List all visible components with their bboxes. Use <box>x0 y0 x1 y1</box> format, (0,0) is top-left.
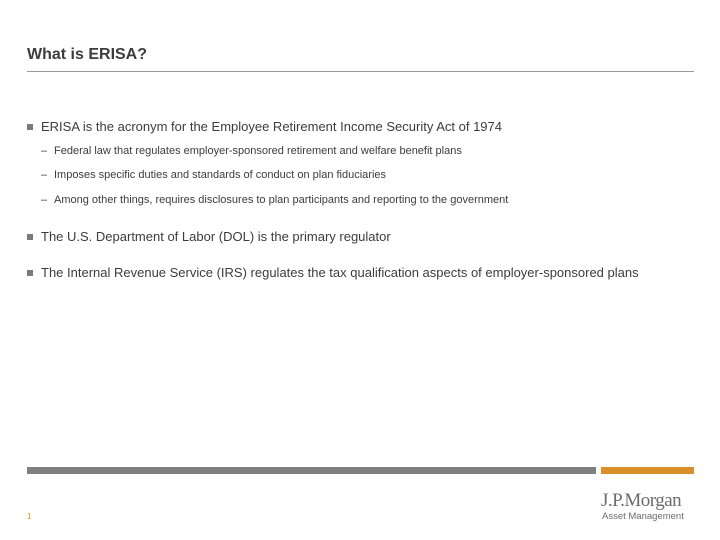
sub-item-text: Federal law that regulates employer-sponsored retirement and welfare benefit plans <box>54 145 462 157</box>
dash-marker: – <box>41 194 48 206</box>
sub-item-text: Among other things, requires disclosures to plan participants and reporting to the government <box>54 194 509 206</box>
sub-item-duties <box>41 169 386 181</box>
square-bullet-icon <box>27 270 33 276</box>
square-bullet-icon <box>27 124 33 130</box>
dash-marker: – <box>41 169 48 181</box>
bullet-text: The U.S. Department of Labor (DOL) is the primary regulator <box>41 229 391 244</box>
sub-item-federal-law <box>41 145 462 157</box>
bullet-item-erisa <box>27 119 502 134</box>
bullet-text: ERISA is the acronym for the Employee Retirement Income Security Act of 1974 <box>41 119 502 134</box>
slide-title: What is ERISA? <box>27 46 148 63</box>
footer-bar-grey <box>27 467 596 474</box>
jpmorgan-logo <box>596 490 696 524</box>
dash-marker: – <box>41 145 48 157</box>
page-number: 1 <box>27 512 32 521</box>
sub-item-text: Imposes specific duties and standards of conduct on plan fiduciaries <box>54 169 387 181</box>
bullet-item-dol <box>27 229 391 244</box>
logo-wordmark: J.P.Morgan <box>601 490 682 511</box>
sub-item-disclosures <box>41 194 508 206</box>
bullet-text: The Internal Revenue Service (IRS) regulates the tax qualification aspects of employer-sponsored plans <box>41 265 639 280</box>
logo-subtitle: Asset Management <box>602 511 684 522</box>
footer-bar-orange <box>601 467 694 474</box>
bullet-item-irs <box>27 265 639 280</box>
title-divider <box>27 71 694 72</box>
square-bullet-icon <box>27 234 33 240</box>
